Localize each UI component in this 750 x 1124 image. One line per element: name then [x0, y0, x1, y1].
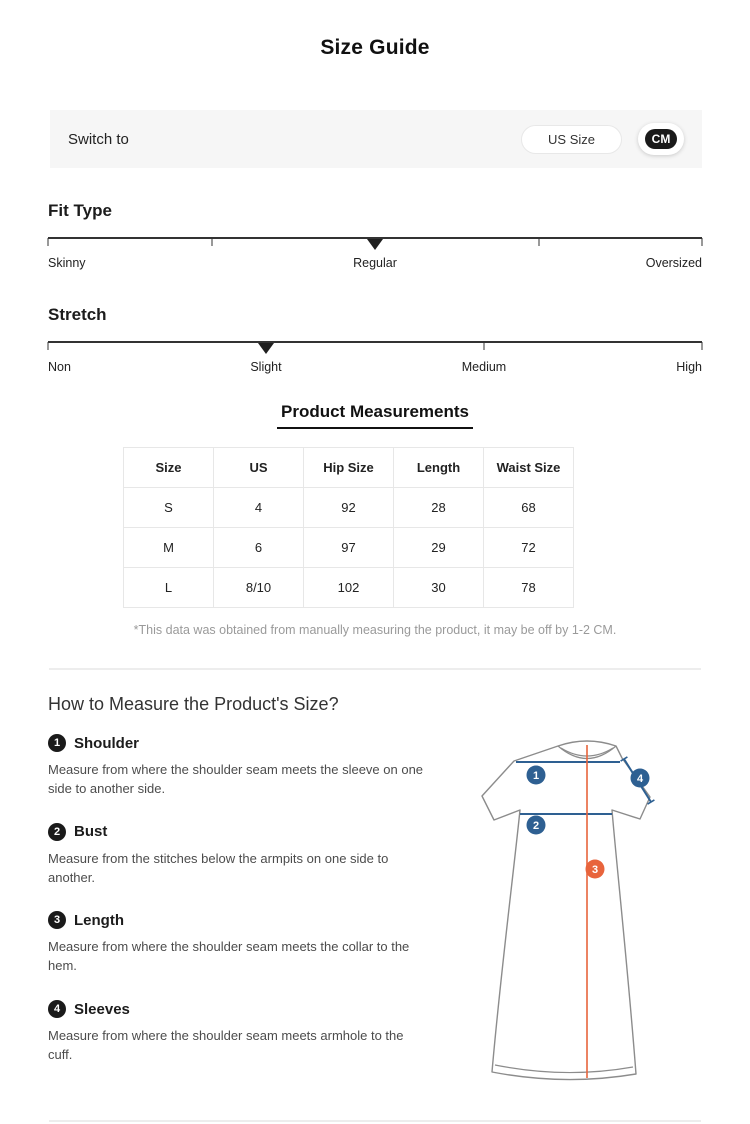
slider-label: Non [48, 360, 71, 374]
table-row [124, 568, 574, 608]
bottom-divider [49, 1120, 701, 1122]
cell: 30 [394, 568, 484, 608]
measure-item-title: Length [74, 911, 124, 929]
cell: 97 [304, 528, 394, 568]
tick [48, 238, 49, 246]
slider-label: High [676, 360, 702, 374]
table-row [124, 488, 574, 528]
stretch-marker-triangle [258, 343, 274, 354]
how-to-section [48, 694, 702, 1089]
cell: S [124, 488, 214, 528]
fit-type-marker-triangle [367, 239, 383, 250]
step-3-badge: 3 [48, 911, 66, 929]
measure-item-description: Measure from where the shoulder seam meets the sleeve on one side to another side. [48, 762, 424, 796]
fit-type-track [48, 237, 702, 247]
product-measurements-heading: Product Measurements [277, 402, 473, 429]
switch-to-label: Switch to [68, 130, 129, 148]
measure-item-shoulder [48, 734, 448, 799]
unit-toggle[interactable] [638, 123, 684, 155]
dress-measurement-diagram [470, 729, 702, 1089]
measure-item-description: Measure from where the shoulder seam meets armhole to the cuff. [48, 1028, 404, 1062]
fit-type-labels [48, 256, 702, 272]
measure-items-column [48, 729, 448, 1089]
measurements-table [123, 447, 574, 608]
tick [702, 342, 703, 350]
col-header-waist: Waist Size [484, 448, 574, 488]
step-2-badge: 2 [48, 823, 66, 841]
cell: M [124, 528, 214, 568]
sliders-section [48, 201, 702, 376]
table-row [124, 528, 574, 568]
tick [538, 238, 539, 246]
diagram-badge-3-number: 3 [591, 864, 599, 876]
stretch-labels [48, 360, 702, 376]
cell: 78 [484, 568, 574, 608]
table-header-row [124, 448, 574, 488]
cell: 8/10 [214, 568, 304, 608]
diagram-badge-2-number: 2 [532, 820, 540, 832]
cell: 68 [484, 488, 574, 528]
product-measurements-heading-wrap [0, 402, 750, 429]
slider-label: Regular [353, 256, 397, 270]
col-header-us: US [214, 448, 304, 488]
step-4-badge: 4 [48, 1000, 66, 1018]
col-header-hip: Hip Size [304, 448, 394, 488]
cell: 92 [304, 488, 394, 528]
cell: 29 [394, 528, 484, 568]
diagram-badge-4-number: 4 [636, 773, 644, 785]
slider-label: Medium [461, 360, 507, 374]
tick [211, 238, 212, 246]
us-size-button[interactable]: US Size [521, 125, 622, 154]
col-header-size: Size [124, 448, 214, 488]
stretch-track [48, 341, 702, 351]
measure-item-title: Sleeves [74, 1000, 130, 1018]
cell: 6 [214, 528, 304, 568]
step-1-badge: 1 [48, 734, 66, 752]
cell: 72 [484, 528, 574, 568]
tick [48, 342, 49, 350]
measure-item-title: Shoulder [74, 734, 140, 752]
dress-outline [482, 741, 650, 1080]
measure-item-sleeves [48, 1000, 448, 1065]
switch-bar [50, 110, 702, 168]
slider-label: Skinny [48, 256, 86, 270]
measure-item-description: Measure from where the shoulder seam meets the collar to the hem. [48, 939, 410, 974]
tick [484, 342, 485, 350]
how-to-heading: How to Measure the Product's Size? [48, 694, 339, 714]
cm-toggle-knob: CM [645, 129, 678, 149]
measure-item-length [48, 911, 448, 976]
measure-item-title: Bust [74, 823, 108, 841]
cell: 28 [394, 488, 484, 528]
slider-label: Oversized [645, 256, 702, 270]
divider [49, 668, 701, 670]
cell: 102 [304, 568, 394, 608]
stretch-title: Stretch [48, 305, 107, 324]
slider-label: Slight [250, 360, 282, 374]
cell: 4 [214, 488, 304, 528]
cell: L [124, 568, 214, 608]
tick [702, 238, 703, 246]
measure-item-description: Measure from the stitches below the armpits on one side to another. [48, 850, 389, 885]
measure-item-bust [48, 823, 448, 888]
diagram-badge-1-number: 1 [532, 770, 540, 782]
col-header-length: Length [394, 448, 484, 488]
measurement-disclaimer: *This data was obtained from manually measuring the product, it may be off by 1-2 CM. [133, 623, 617, 637]
track-line [48, 341, 702, 343]
page-title: Size Guide [320, 36, 430, 59]
fit-type-title: Fit Type [48, 201, 112, 220]
